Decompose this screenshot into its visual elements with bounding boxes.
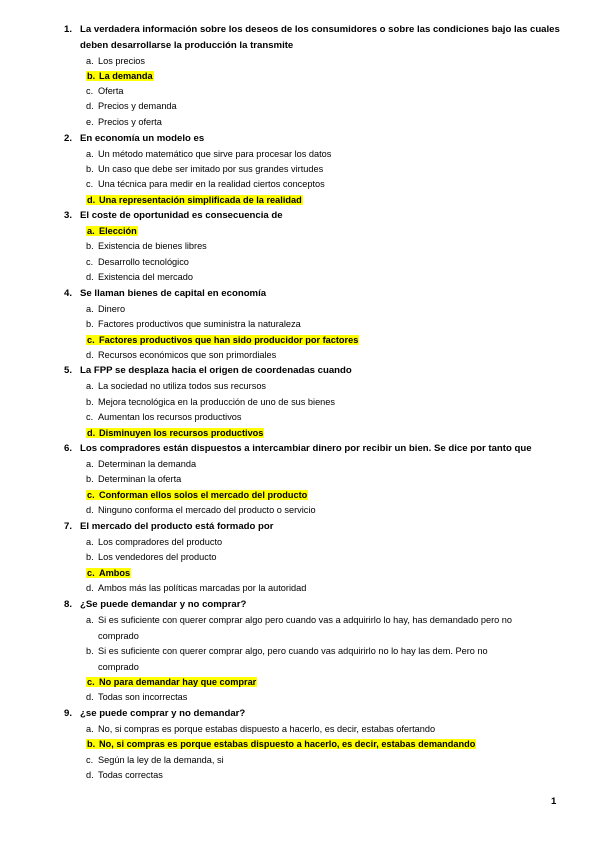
option-text: Elección (99, 226, 137, 236)
option-letter: b. (86, 474, 94, 484)
question-text: La FPP se desplaza hacia el origen de coordenadas cuando (80, 365, 352, 376)
option-text: Precios y demanda (98, 101, 177, 111)
question-number: 7. (64, 521, 73, 532)
question-8 (64, 597, 564, 613)
option-letter: a. (86, 724, 94, 734)
option-text: Los compradores del producto (98, 537, 223, 547)
option-text: Determinan la oferta (98, 474, 182, 484)
option-text: Factores productivos que suministra la naturaleza (98, 319, 301, 329)
question-text: El coste de oportunidad es consecuencia de (80, 210, 283, 221)
option-6d (86, 503, 556, 519)
option-text: Ambos (99, 568, 131, 578)
option-letter: c. (87, 677, 95, 687)
option-letter: c. (86, 257, 94, 267)
option-1a (86, 54, 556, 70)
option-7d (86, 581, 556, 597)
option-text: Existencia de bienes libres (98, 241, 207, 251)
option-text: Los precios (98, 56, 145, 66)
option-letter: c. (87, 490, 95, 500)
option-text: Todas son incorrectas (98, 692, 188, 702)
option-6a (86, 457, 556, 473)
question-number: 2. (64, 133, 73, 144)
option-letter: d. (86, 583, 94, 593)
question-1 (64, 22, 564, 53)
option-text: Todas correctas (98, 770, 163, 780)
option-9d (86, 768, 556, 784)
option-text: Determinan la demanda (98, 459, 197, 469)
option-letter: e. (86, 117, 94, 127)
option-text: Un método matemático que sirve para procesar los datos (98, 149, 332, 159)
option-text: Recursos económicos que son primordiales (98, 350, 277, 360)
option-letter: a. (86, 149, 94, 159)
option-9a (86, 722, 556, 738)
question-3 (64, 208, 564, 224)
option-1e (86, 115, 556, 131)
option-text: Una técnica para medir en la realidad ciertos conceptos (98, 179, 325, 189)
option-text: No, si compras es porque estabas dispuesto a hacerlo, es decir, estabas demandando (99, 739, 476, 749)
option-letter: b. (87, 71, 96, 81)
option-letter: b. (86, 164, 94, 174)
option-text: No, si compras es porque estabas dispuesto a hacerlo, es decir, estabas ofertando (98, 724, 436, 734)
question-text: ¿Se puede demandar y no comprar? (80, 599, 247, 610)
option-3b (86, 239, 556, 255)
option-letter: b. (86, 241, 94, 251)
option-letter: a. (86, 56, 94, 66)
option-letter: d. (87, 195, 96, 205)
option-2c (86, 177, 556, 193)
option-6b (86, 472, 556, 488)
option-9c (86, 753, 556, 769)
option-text: Oferta (98, 86, 124, 96)
page-number: 1 (551, 796, 557, 807)
option-text: Conforman ellos solos el mercado del producto (99, 490, 308, 500)
option-letter: b. (86, 397, 94, 407)
option-text: No para demandar hay que comprar (99, 677, 257, 687)
option-6c-correct (86, 488, 556, 504)
question-number: 9. (64, 708, 73, 719)
option-text: Factores productivos que han sido producidor por factores (99, 335, 359, 345)
option-4a (86, 302, 556, 318)
question-text: Los compradores están dispuestos a intercambiar dinero por recibir un bien. Se dice por tanto que (80, 443, 532, 454)
option-letter: d. (86, 272, 94, 282)
option-letter: c. (86, 179, 94, 189)
option-text: La sociedad no utiliza todos sus recursos (98, 381, 267, 391)
option-5a (86, 379, 556, 395)
option-7b (86, 550, 556, 566)
question-text: El mercado del producto está formado por (80, 521, 274, 532)
option-letter: b. (86, 646, 94, 656)
option-text: Una representación simplificada de la realidad (99, 195, 302, 205)
option-3a-correct (86, 224, 556, 240)
option-letter: c. (86, 86, 94, 96)
option-text: Existencia del mercado (98, 272, 193, 282)
option-4c-correct (86, 333, 556, 349)
option-4b (86, 317, 556, 333)
question-text-continuation: deben desarrollarse la producción la transmite (80, 39, 294, 51)
option-text: Dinero (98, 304, 126, 314)
option-8b (86, 644, 556, 675)
option-8d (86, 690, 556, 706)
option-text: Ninguno conforma el mercado del producto o servicio (98, 505, 316, 515)
option-text-continuation: comprado (98, 661, 139, 672)
option-letter: c. (87, 335, 95, 345)
option-letter: d. (86, 350, 94, 360)
option-3c (86, 255, 556, 271)
option-letter: b. (86, 319, 94, 329)
option-letter: d. (87, 428, 96, 438)
option-4d (86, 348, 556, 364)
option-letter: a. (86, 459, 94, 469)
question-number: 5. (64, 365, 73, 376)
option-text: Disminuyen los recursos productivos (99, 428, 264, 438)
option-letter: a. (86, 304, 94, 314)
question-7 (64, 519, 564, 535)
question-text: La verdadera información sobre los deseos de los consumidores o sobre las condiciones bajo las cuales (80, 24, 560, 35)
question-5 (64, 363, 564, 379)
option-8c-correct (86, 675, 556, 691)
question-number: 1. (64, 24, 73, 35)
option-letter: a. (87, 226, 95, 236)
option-text: Desarrollo tecnológico (98, 257, 189, 267)
question-number: 8. (64, 599, 73, 610)
option-text: Según la ley de la demanda, si (98, 755, 224, 765)
option-2d-correct (86, 193, 556, 209)
option-9b-correct (86, 737, 556, 753)
option-text: Aumentan los recursos productivos (98, 412, 242, 422)
option-text: Precios y oferta (98, 117, 162, 127)
question-9 (64, 706, 564, 722)
option-letter: c. (86, 755, 94, 765)
option-5c (86, 410, 556, 426)
option-letter: d. (86, 770, 94, 780)
option-text: Los vendedores del producto (98, 552, 217, 562)
option-text: Un caso que debe ser imitado por sus grandes virtudes (98, 164, 324, 174)
question-2 (64, 131, 564, 147)
option-2a (86, 147, 556, 163)
option-8a (86, 613, 556, 644)
option-letter: d. (86, 101, 94, 111)
option-letter: b. (87, 739, 96, 749)
question-number: 3. (64, 210, 73, 221)
question-6 (64, 441, 564, 457)
option-letter: a. (86, 381, 94, 391)
question-text: Se llaman bienes de capital en economía (80, 288, 267, 299)
option-letter: d. (86, 692, 94, 702)
option-text: Si es suficiente con querer comprar algo, pero cuando vas adquirirlo no lo hay las dem. Pero no (98, 646, 488, 656)
option-letter: b. (86, 552, 94, 562)
option-text: La demanda (99, 71, 153, 81)
question-number: 4. (64, 288, 73, 299)
option-text: Ambos más las políticas marcadas por la autoridad (98, 583, 307, 593)
option-5d-correct (86, 426, 556, 442)
question-number: 6. (64, 443, 73, 454)
option-3d (86, 270, 556, 286)
option-text: Si es suficiente con querer comprar algo pero cuando vas a adquirirlo lo hay, has demandado pero no (98, 615, 513, 625)
option-1d (86, 99, 556, 115)
option-letter: c. (86, 412, 94, 422)
option-letter: d. (86, 505, 94, 515)
option-1c (86, 84, 556, 100)
option-text-continuation: comprado (98, 630, 139, 641)
option-letter: a. (86, 537, 94, 547)
option-text: Mejora tecnológica en la producción de uno de sus bienes (98, 397, 335, 407)
question-text: En economía un modelo es (80, 133, 205, 144)
question-text: ¿se puede comprar y no demandar? (80, 708, 246, 719)
question-4 (64, 286, 564, 302)
option-1b-correct (86, 69, 556, 85)
option-2b (86, 162, 556, 178)
option-letter: c. (87, 568, 95, 578)
option-7c-correct (86, 566, 556, 582)
option-5b (86, 395, 556, 411)
option-7a (86, 535, 556, 551)
option-letter: a. (86, 615, 94, 625)
